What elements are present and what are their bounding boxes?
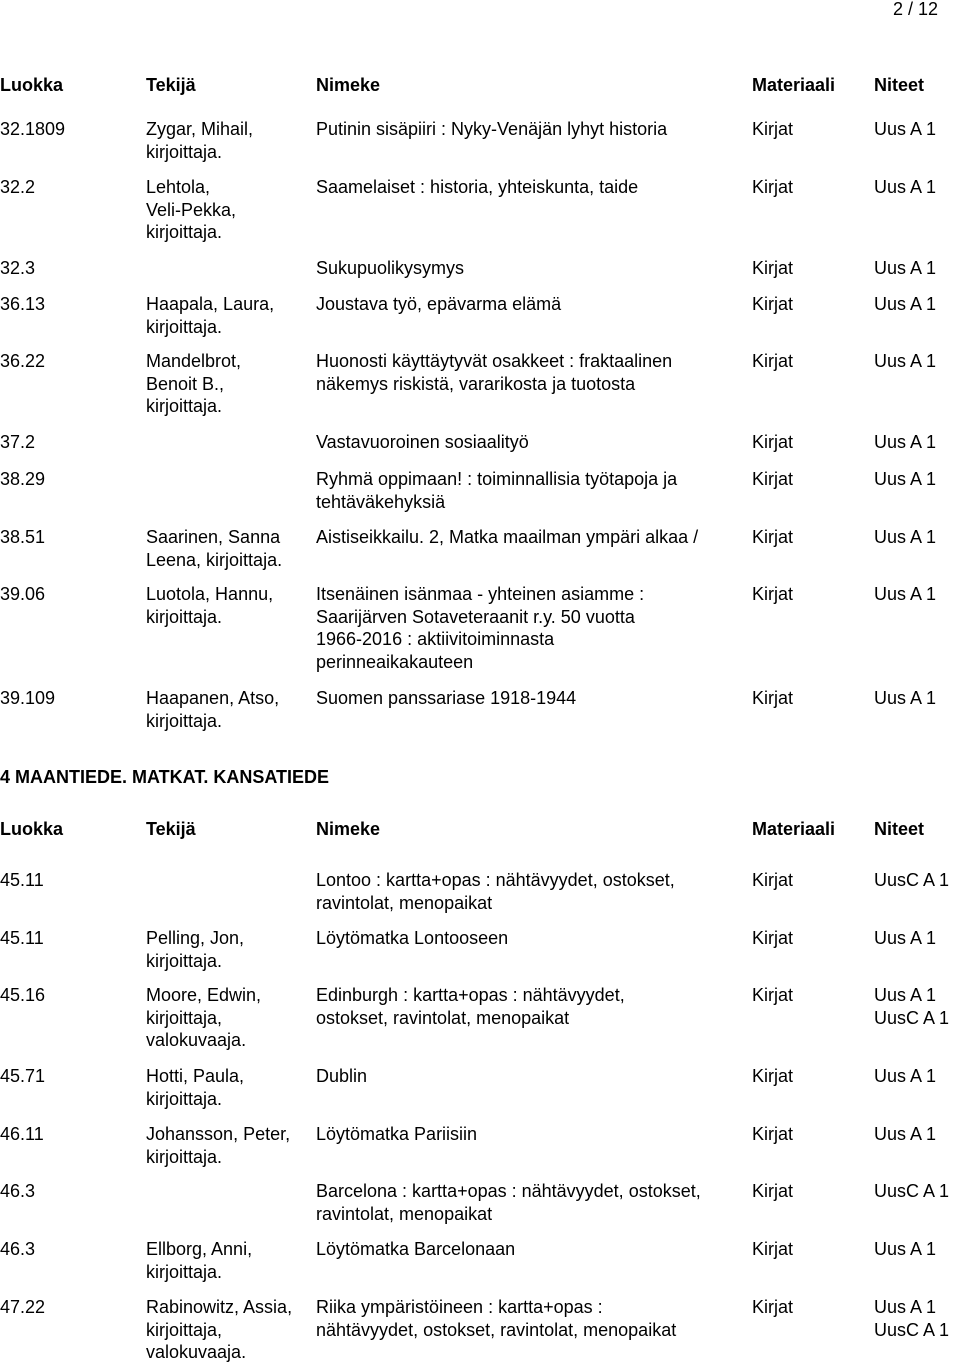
cell-niteet: Uus A 1	[874, 258, 937, 278]
cell-nimeke: Itsenäinen isänmaa - yhteinen asiamme : Saarijärven Sotaveteraanit r.y. 50 vuotta 1966-2016 : aktiivitoiminnasta perinneaikakauteen	[316, 584, 645, 672]
cell-tekija: Luotola, Hannu, kirjoittaja.	[146, 584, 274, 627]
cell-luokka: 32.1809	[0, 119, 66, 139]
cell-nimeke: Ryhmä oppimaan! : toiminnallisia työtapoja ja tehtäväkehyksiä	[316, 469, 678, 512]
cell-niteet: Uus A 1	[874, 527, 937, 547]
cell-tekija: Pelling, Jon, kirjoittaja.	[146, 928, 245, 971]
cell-niteet: Uus A 1	[874, 469, 937, 489]
header-nimeke: Nimeke	[316, 75, 381, 95]
cell-materiaali: Kirjat	[752, 432, 794, 452]
cell-niteet: Uus A 1 UusC A 1	[874, 1297, 950, 1340]
cell-luokka: 45.11	[0, 928, 44, 948]
cell-materiaali: Kirjat	[752, 870, 794, 890]
cell-tekija: Mandelbrot, Benoit B., kirjoittaja.	[146, 351, 242, 416]
page-number: 2 / 12	[892, 0, 938, 19]
cell-luokka: 46.3	[0, 1239, 36, 1259]
cell-materiaali: Kirjat	[752, 985, 794, 1005]
header-luokka: Luokka	[0, 75, 64, 95]
header-tekija: Tekijä	[146, 75, 196, 95]
cell-nimeke: Putinin sisäpiiri : Nyky-Venäjän lyhyt historia	[316, 119, 668, 139]
cell-nimeke: Dublin	[316, 1066, 368, 1086]
cell-tekija: Saarinen, Sanna Leena, kirjoittaja.	[146, 527, 283, 570]
cell-nimeke: Aistiseikkailu. 2, Matka maailman ympäri alkaa /	[316, 527, 699, 547]
cell-materiaali: Kirjat	[752, 1181, 794, 1201]
header-niteet: Niteet	[874, 819, 925, 839]
cell-luokka: 38.29	[0, 469, 46, 489]
cell-tekija: Haapanen, Atso, kirjoittaja.	[146, 688, 280, 731]
table-header	[0, 818, 960, 840]
cell-nimeke: Vastavuoroinen sosiaalityö	[316, 432, 529, 452]
cell-niteet: Uus A 1	[874, 119, 937, 139]
cell-luokka: 38.51	[0, 527, 46, 547]
cell-luokka: 45.71	[0, 1066, 46, 1086]
cell-materiaali: Kirjat	[752, 469, 794, 489]
cell-tekija: Zygar, Mihail, kirjoittaja.	[146, 119, 254, 162]
header-materiaali: Materiaali	[752, 75, 836, 95]
cell-luokka: 46.3	[0, 1181, 36, 1201]
cell-tekija: Rabinowitz, Assia, kirjoittaja, valokuvaaja.	[146, 1297, 293, 1362]
cell-tekija: Ellborg, Anni, kirjoittaja.	[146, 1239, 253, 1282]
cell-nimeke: Huonosti käyttäytyvät osakkeet : fraktaalinen näkemys riskistä, vararikosta ja tuotosta	[316, 351, 673, 394]
cell-nimeke: Löytömatka Lontooseen	[316, 928, 509, 948]
header-tekija: Tekijä	[146, 819, 196, 839]
cell-niteet: Uus A 1	[874, 584, 937, 604]
cell-luokka: 37.2	[0, 432, 36, 452]
cell-materiaali: Kirjat	[752, 688, 794, 708]
header-nimeke: Nimeke	[316, 819, 381, 839]
cell-materiaali: Kirjat	[752, 928, 794, 948]
header-luokka: Luokka	[0, 819, 64, 839]
cell-tekija: Moore, Edwin, kirjoittaja, valokuvaaja.	[146, 985, 262, 1050]
cell-luokka: 39.06	[0, 584, 46, 604]
cell-luokka: 32.3	[0, 258, 36, 278]
cell-materiaali: Kirjat	[752, 1066, 794, 1086]
cell-niteet: Uus A 1	[874, 1124, 937, 1144]
cell-niteet: Uus A 1 UusC A 1	[874, 985, 950, 1028]
cell-niteet: UusC A 1	[874, 1181, 950, 1201]
cell-niteet: Uus A 1	[874, 928, 937, 948]
cell-nimeke: Joustava työ, epävarma elämä	[316, 294, 562, 314]
cell-luokka: 45.16	[0, 985, 46, 1005]
cell-niteet: Uus A 1	[874, 351, 937, 371]
cell-materiaali: Kirjat	[752, 584, 794, 604]
cell-luokka: 36.13	[0, 294, 46, 314]
cell-niteet: Uus A 1	[874, 1239, 937, 1259]
cell-tekija: Hotti, Paula, kirjoittaja.	[146, 1066, 245, 1109]
cell-materiaali: Kirjat	[752, 1124, 794, 1144]
cell-nimeke: Edinburgh : kartta+opas : nähtävyydet, ostokset, ravintolat, menopaikat	[316, 985, 625, 1028]
cell-materiaali: Kirjat	[752, 351, 794, 371]
cell-tekija: Lehtola, Veli-Pekka, kirjoittaja.	[146, 177, 237, 242]
cell-luokka: 36.22	[0, 351, 46, 371]
cell-materiaali: Kirjat	[752, 527, 794, 547]
cell-tekija: Haapala, Laura, kirjoittaja.	[146, 294, 275, 337]
cell-luokka: 32.2	[0, 177, 36, 197]
cell-niteet: Uus A 1	[874, 1066, 937, 1086]
cell-luokka: 47.22	[0, 1297, 46, 1317]
cell-luokka: 45.11	[0, 870, 44, 890]
cell-luokka: 46.11	[0, 1124, 44, 1144]
header-materiaali: Materiaali	[752, 819, 836, 839]
cell-nimeke: Löytömatka Barcelonaan	[316, 1239, 516, 1259]
cell-nimeke: Löytömatka Pariisiin	[316, 1124, 478, 1144]
cell-nimeke: Barcelona : kartta+opas : nähtävyydet, ostokset, ravintolat, menopaikat	[316, 1181, 701, 1224]
table-header	[0, 74, 960, 96]
cell-materiaali: Kirjat	[752, 1297, 794, 1317]
cell-luokka: 39.109	[0, 688, 56, 708]
cell-materiaali: Kirjat	[752, 294, 794, 314]
cell-niteet: Uus A 1	[874, 294, 937, 314]
cell-nimeke: Saamelaiset : historia, yhteiskunta, taide	[316, 177, 639, 197]
cell-niteet: Uus A 1	[874, 688, 937, 708]
cell-nimeke: Lontoo : kartta+opas : nähtävyydet, ostokset, ravintolat, menopaikat	[316, 870, 675, 913]
cell-materiaali: Kirjat	[752, 258, 794, 278]
cell-nimeke: Suomen panssariase 1918-1944	[316, 688, 577, 708]
cell-niteet: Uus A 1	[874, 177, 937, 197]
header-niteet: Niteet	[874, 75, 925, 95]
cell-niteet: UusC A 1	[874, 870, 950, 890]
cell-materiaali: Kirjat	[752, 1239, 794, 1259]
cell-nimeke: Sukupuolikysymys	[316, 258, 465, 278]
cell-materiaali: Kirjat	[752, 119, 794, 139]
section-title: 4 MAANTIEDE. MATKAT. KANSATIEDE	[0, 767, 330, 787]
cell-niteet: Uus A 1	[874, 432, 937, 452]
cell-materiaali: Kirjat	[752, 177, 794, 197]
cell-nimeke: Riika ympäristöineen : kartta+opas : nähtävyydet, ostokset, ravintolat, menopaikat	[316, 1297, 677, 1340]
cell-tekija: Johansson, Peter, kirjoittaja.	[146, 1124, 291, 1167]
